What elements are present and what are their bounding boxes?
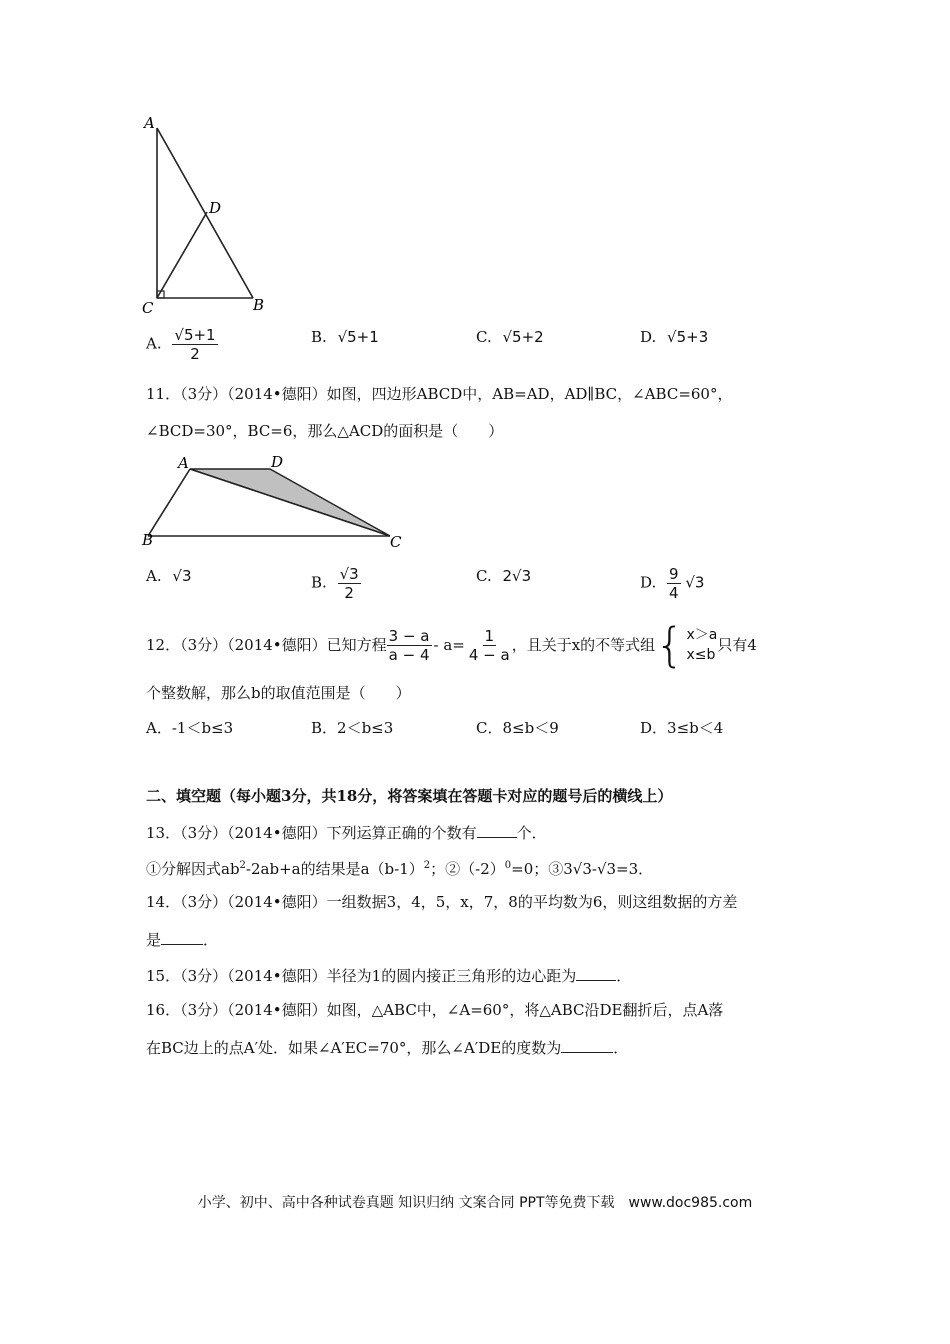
q13-text: 13．（3分）（2014•德阳）下列运算正确的个数有 bbox=[146, 824, 477, 842]
q10-option-c bbox=[476, 326, 544, 348]
q12-tail: 只有4 bbox=[717, 636, 757, 654]
q16-text-end: ． bbox=[613, 1039, 629, 1057]
option-fraction bbox=[667, 565, 681, 602]
q12-option-c: C．8≤b＜9 bbox=[476, 719, 559, 737]
q10-option-a bbox=[146, 326, 218, 363]
option-value: 2√3 bbox=[502, 567, 532, 585]
q11-option-b bbox=[311, 565, 361, 602]
label-b: B bbox=[253, 296, 265, 314]
option-letter: B. bbox=[311, 328, 327, 346]
answer-blank bbox=[576, 964, 616, 981]
label-d: D bbox=[209, 199, 222, 217]
q12-after: ，且关于x的不等式组 bbox=[511, 636, 656, 654]
option-value: √5+2 bbox=[502, 328, 544, 346]
q12-line1 bbox=[146, 620, 757, 670]
q12-fraction-1 bbox=[387, 627, 432, 664]
fraction-denominator: 2 bbox=[190, 345, 200, 363]
fraction-numerator: 1 bbox=[484, 626, 495, 645]
option-letter: D. bbox=[640, 573, 657, 592]
option-value: √5+1 bbox=[337, 328, 379, 346]
option-letter: A. bbox=[146, 334, 162, 353]
fraction-denominator: 4 bbox=[669, 584, 679, 602]
q11-line2: ∠BCD=30°，BC=6，那么△ACD的面积是（ ） bbox=[146, 422, 504, 440]
q10-option-d bbox=[640, 326, 708, 348]
fraction-numerator: 3 − a bbox=[388, 626, 430, 645]
q12-fraction-2 bbox=[467, 627, 512, 664]
answer-blank bbox=[161, 928, 203, 945]
q15-line bbox=[146, 964, 631, 987]
q11-option-d bbox=[640, 565, 704, 602]
fraction-denominator: 2 bbox=[344, 584, 354, 602]
q13-part: =0；③3√3-√3=3． bbox=[511, 860, 654, 878]
figure-triangle-abcd bbox=[135, 110, 275, 315]
q16-line2 bbox=[146, 1036, 628, 1059]
q14-line1: 14．（3分）（2014•德阳）一组数据3，4，5，x，7，8的平均数为6，则这组数据的方差 bbox=[146, 893, 738, 911]
option-fraction bbox=[338, 565, 361, 602]
section-title: 二、填空题（每小题3分，共18分，将答案填在答题卡对应的题号后的横线上） bbox=[146, 787, 673, 805]
q13-text-end: 个． bbox=[516, 824, 547, 842]
label-c: C bbox=[142, 299, 154, 315]
q14-text-end: ． bbox=[203, 931, 219, 949]
inequality-1: x＞a bbox=[686, 627, 718, 643]
answer-blank bbox=[561, 1036, 613, 1053]
q15-text-end: ． bbox=[616, 967, 632, 985]
label-a: A bbox=[144, 114, 155, 132]
q14-text: 是 bbox=[146, 931, 162, 949]
option-letter: D. bbox=[640, 328, 657, 346]
superscript: 2 bbox=[423, 860, 431, 871]
inequality-system bbox=[655, 618, 718, 672]
label-c: C bbox=[390, 533, 402, 551]
option-letter: C. bbox=[476, 567, 492, 585]
fraction-numerator: √5+1 bbox=[174, 326, 216, 344]
superscript: 0 bbox=[504, 860, 512, 871]
label-d: D bbox=[271, 453, 284, 471]
brace-icon: { bbox=[655, 618, 685, 672]
q14-line2 bbox=[146, 928, 218, 951]
label-b: B bbox=[142, 531, 154, 549]
fraction-numerator: √3 bbox=[339, 565, 359, 583]
q13-part: ①分解因式ab bbox=[146, 860, 240, 878]
q12-prefix: 12．（3分）（2014•德阳）已知方程 bbox=[146, 636, 387, 654]
fraction-numerator: 9 bbox=[669, 565, 679, 583]
q16-line1: 16．（3分）（2014•德阳）如图，△ABC中，∠A=60°，将△ABC沿DE翻折后，点A落 bbox=[146, 1001, 724, 1019]
label-a: A bbox=[178, 454, 189, 472]
q13-part: ；②（-2） bbox=[430, 860, 505, 878]
q10-option-b bbox=[311, 326, 379, 348]
q12-option-d: D．3≤b＜4 bbox=[640, 719, 724, 737]
q16-text: 在BC边上的点A′处．如果∠A′EC=70°，那么∠A′DE的度数为 bbox=[146, 1039, 562, 1057]
option-value: √3 bbox=[172, 567, 192, 585]
option-letter: B. bbox=[311, 573, 327, 592]
q13-part: -2ab+a的结果是a（b-1） bbox=[245, 860, 424, 878]
option-fraction bbox=[172, 326, 217, 363]
option-value: √5+3 bbox=[667, 328, 709, 346]
figure-quadrilateral-abcd bbox=[140, 452, 410, 554]
q12-option-b: B．2＜b≤3 bbox=[311, 719, 394, 737]
option-value-tail: √3 bbox=[685, 573, 705, 592]
inequality-2: x≤b bbox=[686, 647, 716, 663]
q12-line2: 个整数解，那么b的取值范围是（ ） bbox=[146, 684, 411, 702]
q13-line1 bbox=[146, 821, 547, 844]
answer-blank bbox=[477, 821, 517, 838]
q12-option-a: A．-1＜b≤3 bbox=[146, 719, 234, 737]
q11-option-a bbox=[146, 565, 192, 587]
q13-line2 bbox=[146, 855, 653, 880]
q11-option-c bbox=[476, 565, 531, 587]
option-letter: A. bbox=[146, 567, 162, 585]
fraction-denominator: 4 − a bbox=[468, 645, 510, 664]
fraction-denominator: a − 4 bbox=[388, 645, 430, 664]
superscript: 2 bbox=[239, 860, 246, 871]
q12-mid: - a= bbox=[433, 636, 465, 654]
footer-text: 小学、初中、高中各种试卷真题 知识归纳 文案合同 PPT等免费下载 www.doc985.com bbox=[197, 1195, 753, 1211]
option-letter: C. bbox=[476, 328, 492, 346]
q15-text: 15．（3分）（2014•德阳）半径为1的圆内接正三角形的边心距为 bbox=[146, 967, 577, 985]
q11-line1: 11．（3分）（2014•德阳）如图，四边形ABCD中，AB=AD，AD∥BC，∠ABC=60°， bbox=[146, 385, 733, 403]
